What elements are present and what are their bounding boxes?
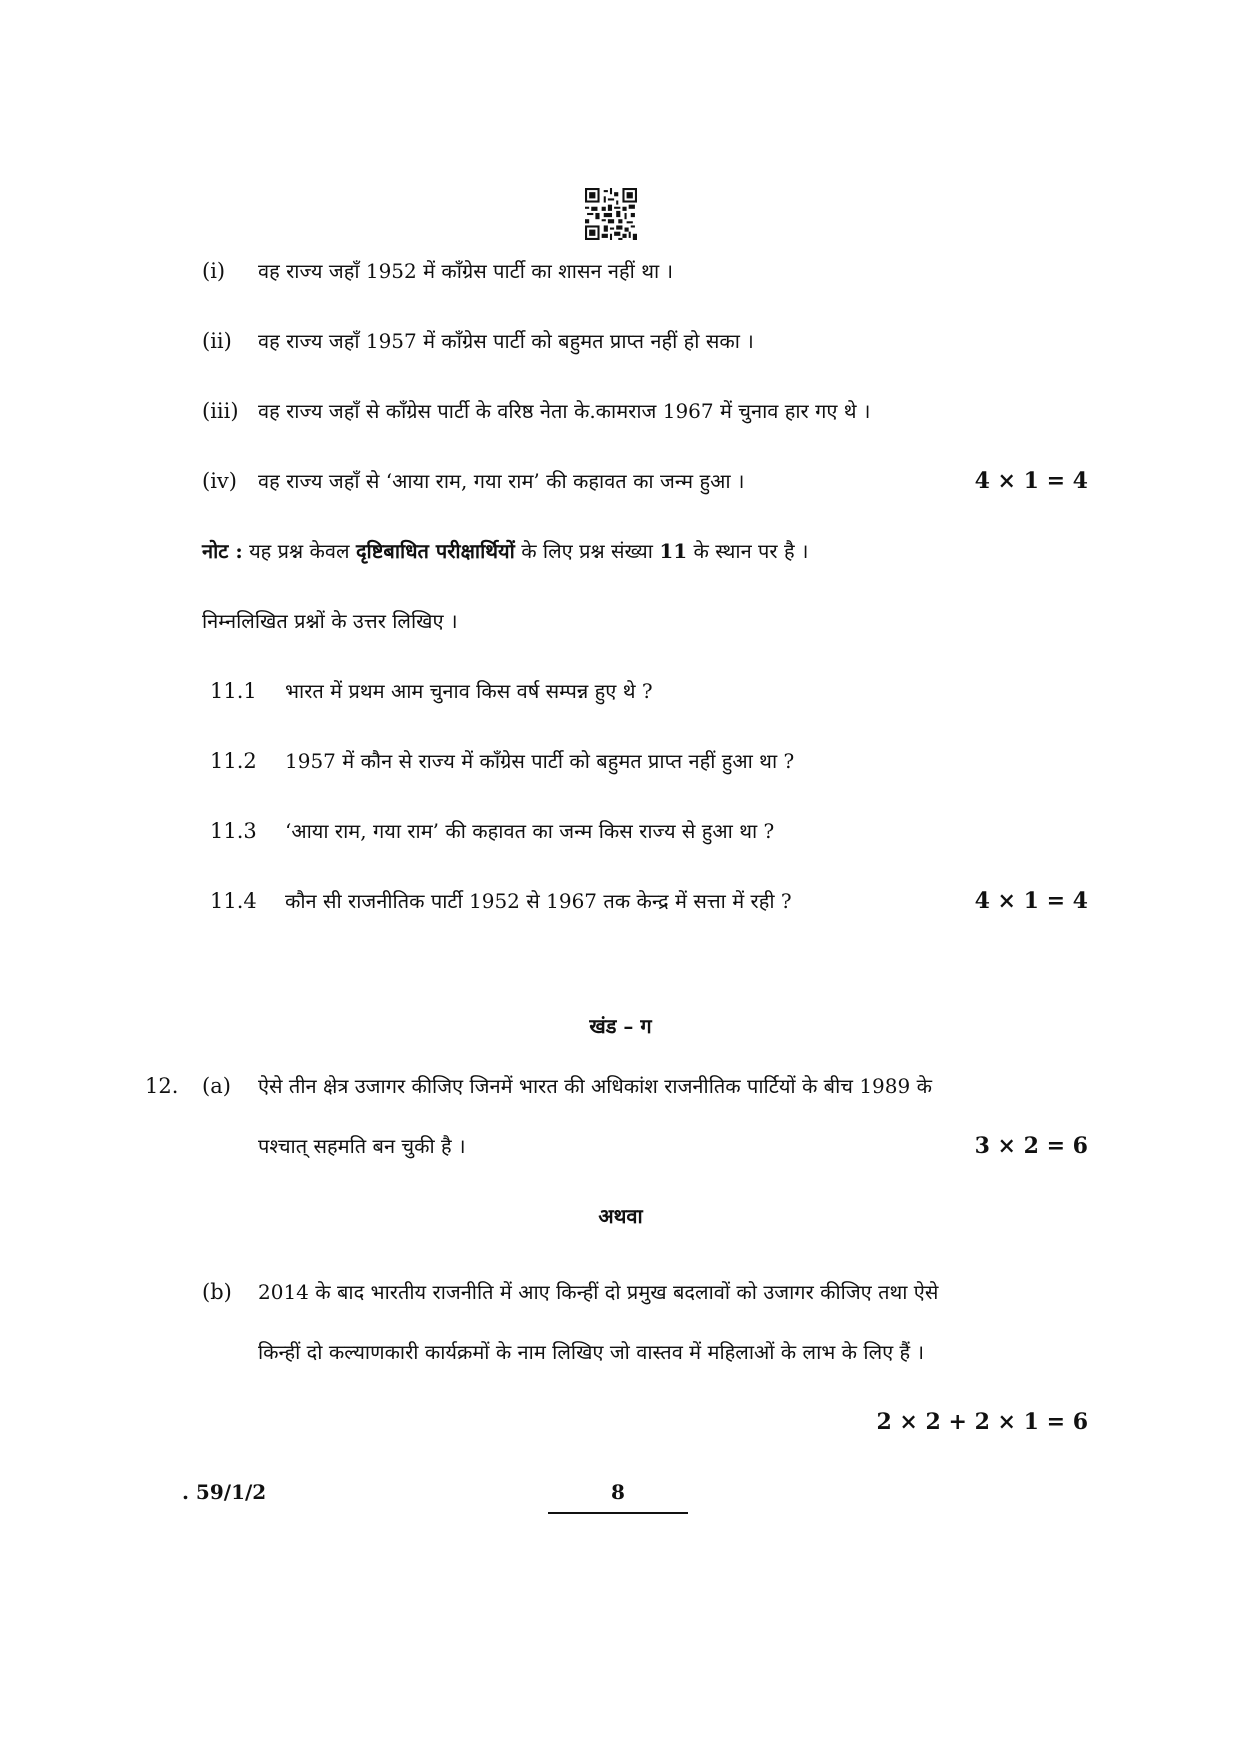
qr-code-image: [585, 188, 637, 240]
note-bold-number: 11: [659, 539, 688, 563]
question-12-part-a-label: (a): [202, 1074, 231, 1098]
list-item-3-label: (iii): [202, 399, 239, 423]
question-12-number: 12.: [145, 1074, 179, 1098]
sub-question-4-marks: 4 × 1 = 4: [974, 888, 1088, 914]
or-separator: अथवा: [598, 1204, 643, 1228]
note-text-before: यह प्रश्न केवल: [249, 539, 350, 563]
list-item-1-label: (i): [202, 259, 226, 283]
note-text-middle: के लिए प्रश्न संख्या: [521, 539, 653, 563]
question-12-part-b-line-1: 2014 के बाद भारतीय राजनीति में आए किन्हीं दो प्रमुख बदलावों को उजागर कीजिए तथा ऐसे: [258, 1280, 939, 1304]
question-12-part-a-marks: 3 × 2 = 6: [974, 1133, 1088, 1159]
list-item-4-label: (iv): [202, 469, 237, 493]
list-item-2-label: (ii): [202, 329, 232, 353]
note-label: नोट :: [202, 539, 243, 563]
sub-question-3-text: ‘आया राम, गया राम’ की कहावत का जन्म किस राज्य से हुआ था ?: [285, 819, 775, 843]
list-item-2-text: वह राज्य जहाँ 1957 में काँग्रेस पार्टी को बहुमत प्राप्त नहीं हो सका ।: [258, 329, 754, 353]
footer-paper-code: . 59/1/2: [182, 1480, 267, 1504]
question-12-part-a-line-1: ऐसे तीन क्षेत्र उजागर कीजिए जिनमें भारत की अधिकांश राजनीतिक पार्टियों के बीच 1989 के: [258, 1074, 932, 1098]
note-text-after: के स्थान पर है ।: [693, 539, 809, 563]
sub-question-2-text: 1957 में कौन से राज्य में काँग्रेस पार्टी को बहुमत प्राप्त नहीं हुआ था ?: [285, 749, 795, 773]
sub-question-4-number: 11.4: [210, 889, 257, 913]
sub-question-1-text: भारत में प्रथम आम चुनाव किस वर्ष सम्पन्न हुए थे ?: [285, 679, 653, 703]
section-heading: खंड – ग: [589, 1014, 652, 1038]
question-12-part-b-line-2: किन्हीं दो कल्याणकारी कार्यक्रमों के नाम लिखिए जो वास्तव में महिलाओं के लाभ के लिए हैं ।: [258, 1340, 925, 1364]
sub-question-4-text: कौन सी राजनीतिक पार्टी 1952 से 1967 तक केन्द्र में सत्ता में रही ?: [285, 889, 792, 913]
footer-page-number: 8: [611, 1480, 625, 1504]
list-item-1-text: वह राज्य जहाँ 1952 में काँग्रेस पार्टी का शासन नहीं था ।: [258, 259, 674, 283]
sub-question-1-number: 11.1: [210, 679, 257, 703]
list-item-3-text: वह राज्य जहाँ से काँग्रेस पार्टी के वरिष्ठ नेता के.कामराज 1967 में चुनाव हार गए थे ।: [258, 399, 871, 423]
note-line: [202, 537, 809, 565]
sub-question-2-number: 11.2: [210, 749, 257, 773]
question-12-part-a-line-2: पश्चात् सहमति बन चुकी है ।: [258, 1134, 466, 1158]
footer-rule: [548, 1512, 688, 1514]
note-bold-text: दृष्टिबाधित परीक्षार्थियों: [355, 539, 515, 563]
question-12-part-b-marks: 2 × 2 + 2 × 1 = 6: [876, 1409, 1088, 1435]
question-12-part-b-label: (b): [202, 1280, 232, 1304]
list-item-4-text: वह राज्य जहाँ से ‘आया राम, गया राम’ की कहावत का जन्म हुआ ।: [258, 469, 745, 493]
instruction-text: निम्नलिखित प्रश्नों के उत्तर लिखिए ।: [202, 609, 458, 633]
list-item-4-marks: 4 × 1 = 4: [974, 468, 1088, 494]
sub-question-3-number: 11.3: [210, 819, 257, 843]
